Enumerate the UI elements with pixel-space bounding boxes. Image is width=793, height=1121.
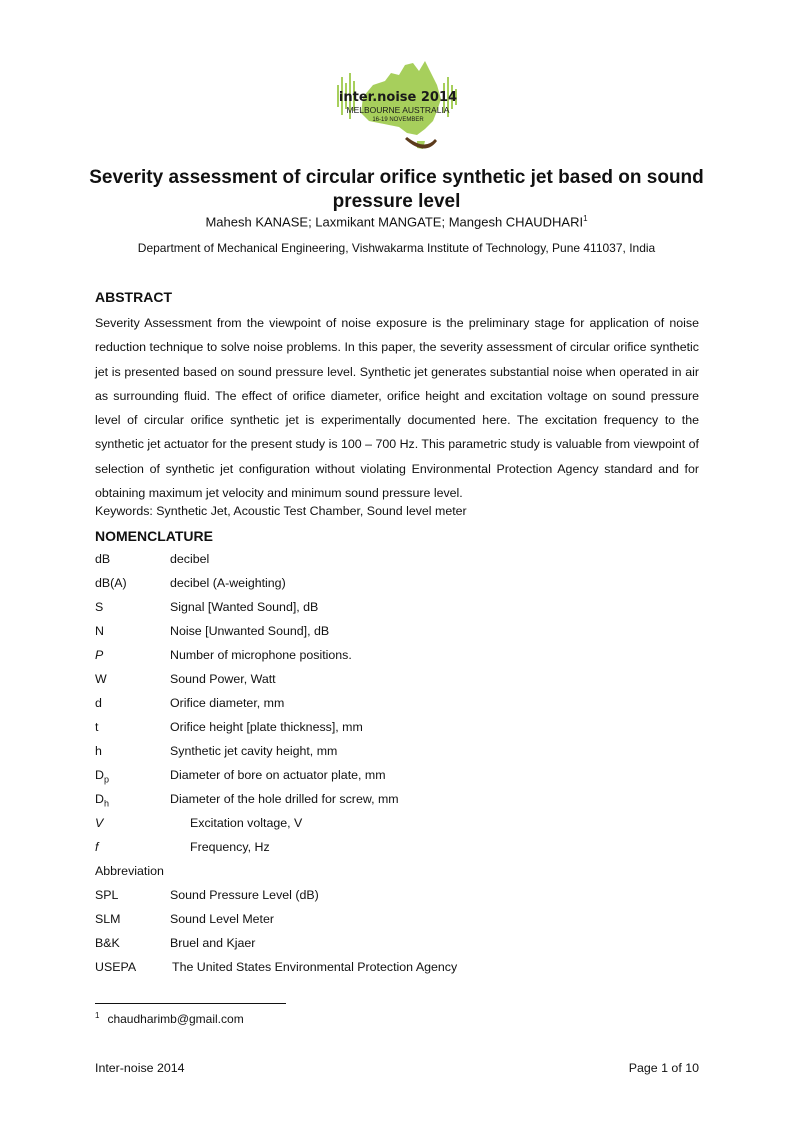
nom-definition: Diameter of bore on actuator plate, mm	[170, 768, 386, 782]
footer-page-number: Page 1 of 10	[628, 1061, 699, 1075]
nom-symbol: V	[95, 816, 104, 830]
nomenclature-row	[95, 552, 595, 576]
abbr-definition: Sound Level Meter	[170, 912, 275, 926]
nom-symbol: W	[95, 672, 107, 686]
nom-symbol: d	[95, 696, 102, 710]
nom-definition: Synthetic jet cavity height, mm	[170, 744, 338, 758]
abstract-heading: ABSTRACT	[95, 289, 172, 305]
conference-logo	[333, 55, 463, 163]
nom-definition: Orifice height [plate thickness], mm	[170, 720, 363, 734]
abbreviation-row	[95, 960, 595, 984]
nom-symbol: P	[95, 648, 104, 662]
abbr-symbol: SLM	[95, 912, 121, 926]
paper-title: Severity assessment of circular orifice synthetic jet based on sound pressure level	[89, 167, 704, 212]
nom-symbol: dB	[95, 552, 111, 566]
nomenclature-row	[95, 624, 595, 648]
nom-definition: Number of microphone positions.	[170, 648, 352, 662]
nom-definition: Orifice diameter, mm	[170, 696, 285, 710]
nom-symbol	[95, 792, 109, 808]
logo-line1: inter.noise 2014	[338, 90, 458, 105]
nom-definition: Excitation voltage, V	[190, 816, 303, 830]
nomenclature-row	[95, 816, 595, 840]
footer-conference: Inter-noise 2014	[95, 1061, 185, 1075]
nom-symbol	[95, 768, 109, 784]
abbr-definition: Sound Pressure Level (dB)	[170, 888, 319, 902]
nom-definition: Sound Power, Watt	[170, 672, 276, 686]
author-line	[0, 214, 793, 229]
nom-symbol-subscript: h	[103, 798, 109, 809]
nom-definition: Diameter of the hole drilled for screw, mm	[170, 792, 399, 806]
nomenclature-row	[95, 720, 595, 744]
nomenclature-list	[95, 552, 595, 984]
nom-definition: decibel	[170, 552, 210, 566]
abbreviation-heading: Abbreviation	[95, 864, 164, 878]
authors: Mahesh KANASE; Laxmikant MANGATE; Mangesh CHAUDHARI	[205, 214, 584, 230]
abbr-definition: Bruel and Kjaer	[170, 936, 256, 950]
nom-symbol-base: D	[95, 768, 104, 782]
footnote-divider	[95, 1003, 286, 1004]
abbreviation-row	[95, 936, 595, 960]
nom-symbol: f	[95, 840, 99, 854]
abbr-definition: The United States Environmental Protection Agency	[172, 960, 458, 974]
footnote-email: chaudharimb@gmail.com	[107, 1012, 244, 1026]
logo-line2: MELBOURNE AUSTRALIA	[346, 105, 450, 115]
abbreviation-heading-row	[95, 864, 595, 888]
nomenclature-row	[95, 792, 595, 816]
nomenclature-row	[95, 648, 595, 672]
nomenclature-row	[95, 672, 595, 696]
nom-definition: Frequency, Hz	[190, 840, 270, 854]
abbr-symbol: SPL	[95, 888, 119, 902]
nomenclature-row	[95, 840, 595, 864]
nom-definition: Noise [Unwanted Sound], dB	[170, 624, 330, 638]
nom-symbol-base: D	[95, 792, 104, 806]
abbr-symbol: B&K	[95, 936, 120, 950]
nom-definition: decibel (A-weighting)	[170, 576, 286, 590]
keywords: Keywords: Synthetic Jet, Acoustic Test Chamber, Sound level meter	[95, 504, 467, 518]
abbreviation-row	[95, 888, 595, 912]
nom-symbol: S	[95, 600, 104, 614]
nom-symbol: t	[95, 720, 99, 734]
affiliation: Department of Mechanical Engineering, Vishwakarma Institute of Technology, Pune 411037, India	[137, 241, 656, 255]
nom-symbol: dB(A)	[95, 576, 127, 590]
abbreviation-row	[95, 912, 595, 936]
nom-symbol-subscript: p	[103, 774, 109, 785]
author-footnote-mark: 1	[583, 214, 588, 223]
nomenclature-heading: NOMENCLATURE	[95, 528, 213, 544]
logo-line3: 16-19 NOVEMBER	[372, 117, 424, 123]
nomenclature-row	[95, 576, 595, 600]
abbr-symbol: USEPA	[95, 960, 137, 974]
nom-symbol: N	[95, 624, 104, 638]
nomenclature-row	[95, 768, 595, 792]
nomenclature-row	[95, 744, 595, 768]
nom-definition: Signal [Wanted Sound], dB	[170, 600, 319, 614]
footnote-mark: 1	[95, 1011, 100, 1020]
abstract-text: Severity Assessment from the viewpoint of noise exposure is the preliminary stage for application of noise reduction technique to solve noise problems. In this paper, the severity assessment of circular orifice synthetic jet is presented based on sound pressure level. Synthetic jet generates substantial noise when operated in air as surrounding fluid. The effect of orifice diameter, orifice height and excitation voltage on sound pressure level of circular orifice synthetic jet is experimentally documented here. The excitation frequency to the synthetic jet actuator for the present study is 100 – 700 Hz. This parametric study is valuable from viewpoint of selection of synthetic jet configuration without violating Environmental Protection Agency standard and for obtaining maximum jet velocity and minimum sound pressure level.	[95, 316, 699, 501]
nom-symbol: h	[95, 744, 102, 758]
logo-graphic	[333, 55, 463, 163]
nomenclature-row	[95, 696, 595, 720]
footnote	[95, 1011, 244, 1026]
nomenclature-row	[95, 600, 595, 624]
